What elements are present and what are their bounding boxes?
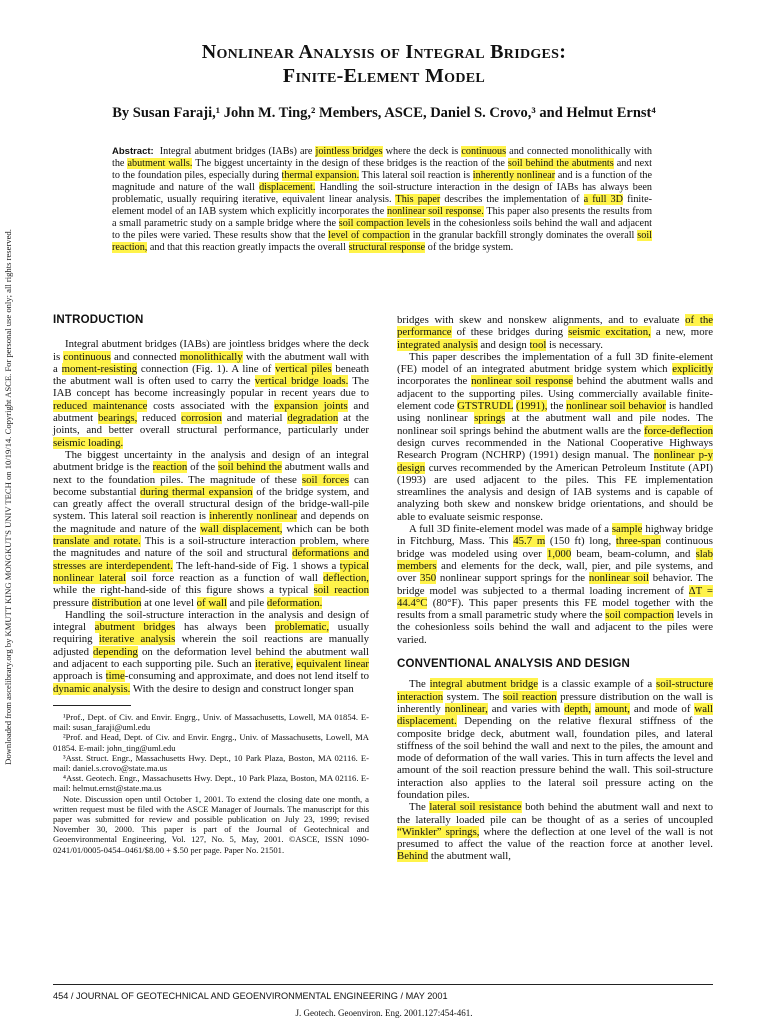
conv-paragraph-2: The lateral soil resistance both behind the abutment wall and next to the laterally loaded pile can be thought of as a series of uncoupled “Winkler” springs, where the deflection at one level of the wall is not presumed to affect the value of the reaction force at another level. Behind the abutment wall, <box>397 801 713 863</box>
highlighted-phrase: seismic excitation, <box>568 326 651 339</box>
highlighted-phrase: continuous <box>461 146 507 157</box>
right-column <box>397 314 713 863</box>
title-line-2: Finite-Element Model <box>282 65 486 87</box>
highlighted-phrase: integral abutment bridge <box>429 678 539 691</box>
highlighted-phrase: degradation <box>287 412 339 425</box>
highlighted-phrase: nonlinear soil behavior <box>566 400 667 413</box>
highlighted-phrase: soil reaction <box>502 690 557 703</box>
right-paragraph-2: This paper describes the implementation of a full 3D finite-element (FE) model of an integrated abutment bridge system which explicitly incorporates the nonlinear soil response behind the abutment walls and adjacent to the supporting piles. Using commercially available finite-element code GTSTRUDL (1991), the nonlinear soil behavior is handled using nonlinear springs at the abutment wall and pile nodes. The nonlinear soil springs behind the abutment walls are the force-deflection design curves recommended in the National Cooperative Highways Research Program (NCHRP) (1991) design manual. The nonlinear p-y design curves recommended by the American Petroleum Institute (API) (1993) are used adjacent to the piles. This FE implementation streamlines the analysis and design of IAB systems and is capable of analyzing both skew and nonskew bridge orientations, and should be able to evaluate seismic response. <box>397 350 714 523</box>
highlighted-phrase: soil behind the abutments <box>507 158 614 169</box>
highlighted-phrase: corrosion <box>181 412 222 425</box>
highlighted-phrase: iterative analysis <box>98 633 176 646</box>
highlighted-phrase: lateral soil resistance <box>429 801 522 814</box>
highlighted-phrase: ΔT = 44.4°C <box>397 584 713 609</box>
highlighted-phrase: continuous <box>63 350 111 363</box>
highlighted-phrase: a full 3D <box>583 194 623 205</box>
abstract-body: Integral abutment bridges (IABs) are jointless bridges where the deck is continuous and connected monolithically with the abutment walls. The biggest uncertainty in the design of these bridges is the reaction of the soil behind the abutments and next to the foundation piles, especially during thermal expansion. This lateral soil reaction is inherently nonlinear and is a function of the magnitude and nature of the wall displacement. Handling the soil-structure interaction in the design of IABs has always been problematic, usually requiring iterative, equivalent linear analysis. This paper describes the implementation of a full 3D finite-element model of an IAB system which explicitly incorporates the nonlinear soil response. This paper also presents the results from a small parametric study on a sample bridge where the soil compaction levels in the cohesionless soils behind the wall and adjacent to the piles were varied. These results show that the level of compaction in the granular backfill strongly dominates the overall soil reaction, and that this reaction greatly impacts the overall structural response of the bridge system. <box>112 146 653 253</box>
intro-paragraph-1: Integral abutment bridges (IABs) are jointless bridges where the deck is continuous and connected monolithically with the abutment wall with a moment-resisting connection (Fig. 1). A line of vertical piles beneath the abutment wall is often used to carry the vertical bridge loads. The IAB concept has become increasingly popular in recent years due to reduced maintenance costs associated with the expansion joints and abutment bearings, reduced corrosion and material degradation at the joints, and better overall structural performance, particularly under seismic loading. <box>53 338 370 449</box>
highlighted-phrase: soil forces <box>301 473 349 486</box>
highlighted-phrase: amount, <box>594 702 630 715</box>
highlighted-phrase: inherently nonlinear <box>472 170 556 181</box>
highlighted-phrase: during thermal expansion <box>140 485 253 498</box>
highlighted-phrase: (1991), <box>515 400 548 413</box>
highlighted-phrase: tool <box>529 338 547 351</box>
citation-line: J. Geotech. Geoenviron. Eng. 2001.127:454-461. <box>295 1008 473 1018</box>
highlighted-phrase: integrated analysis <box>397 338 478 351</box>
footnote-2: ²Prof. and Head, Dept. of Civ. and Envir. Engrg., Univ. of Massachusetts, Lowell, MA 01854. E-mail: john_ting@uml.edu <box>53 732 369 753</box>
highlighted-phrase: soil reaction <box>313 584 369 597</box>
highlighted-phrase: reaction <box>152 461 188 474</box>
footnote-note: Note. Discussion open until October 1, 2001. To extend the closing date one month, a written request must be filed with the ASCE Manager of Journals. The manuscript for this paper was submitted for review and possible publication on July 23, 1999; revised November 30, 2000. This paper is part of the Journal of Geotechnical and Geoenvironmental Engineering, Vol. 127, No. 5, May, 2001. ©ASCE, ISSN 1090-0241/01/0005-0454–0461/$8.00 + $.50 per page. Paper No. 21501. <box>53 793 369 855</box>
highlighted-phrase: thermal expansion. <box>281 170 360 181</box>
intro-paragraph-2: The biggest uncertainty in the analysis and design of an integral abutment bridge is the reaction of the soil behind the abutment walls and next to the foundation piles. The magnitude of these soil forces can become substantial during thermal expansion of the bridge system, and can greatly affect the overall structural design of the bridge-wall-pile system. This lateral soil reaction is inherently nonlinear and depends on the magnitude and nature of the wall displacement, which can be both translate and rotate. This is a soil-structure interaction problem, where the magnitudes and nature of the soil and structural deformations and stresses are interdependent. The left-hand-side of Fig. 1 shows a typical nonlinear lateral soil force reaction as a function of wall deflection, while the right-hand-side of this figure shows a typical soil reaction pressure distribution at one level of wall and pile deformation. <box>53 448 370 609</box>
highlighted-phrase: reduced maintenance <box>53 399 148 412</box>
highlighted-phrase: problematic, <box>274 621 330 634</box>
highlighted-phrase: jointless bridges <box>315 146 383 157</box>
footnote-1: ¹Prof., Dept. of Civ. and Envir. Engrg., Univ. of Massachusetts, Lowell, MA 01854. E-mail: susan_faraji@uml.edu <box>53 711 369 733</box>
highlighted-phrase: soil reaction, <box>112 230 653 253</box>
highlighted-phrase: nonlinear soil <box>588 572 649 585</box>
highlighted-phrase: typical nonlinear lateral <box>53 559 369 584</box>
highlighted-phrase: of the performance <box>397 314 714 339</box>
right-paragraph-1: bridges with skew and nonskew alignments, and to evaluate of the performance of these bridges during seismic excitation, a new, more integrated analysis and design tool is necessary. <box>397 314 714 351</box>
highlighted-phrase: bearings, <box>98 412 138 425</box>
highlighted-phrase: vertical piles <box>275 362 332 375</box>
highlighted-phrase: time <box>105 670 125 683</box>
highlighted-phrase: sample <box>611 523 643 536</box>
highlighted-phrase: explicitly <box>672 363 713 376</box>
highlighted-phrase: inherently nonlinear <box>209 510 298 523</box>
paper-title <box>0 40 768 88</box>
introduction-heading: INTRODUCTION <box>53 314 144 326</box>
highlighted-phrase: depth, <box>564 702 591 715</box>
highlighted-phrase: nonlinear soil response. <box>386 206 484 217</box>
highlighted-phrase: deformations and stresses are interdependent. <box>53 547 369 572</box>
highlighted-phrase: 45.7 m <box>513 535 546 548</box>
highlighted-phrase: dynamic analysis. <box>53 682 131 695</box>
abstract <box>112 146 652 254</box>
highlighted-phrase: deflection, <box>323 571 369 584</box>
highlighted-phrase: This paper <box>395 194 441 205</box>
highlighted-phrase: three-span <box>615 535 661 548</box>
highlighted-phrase: distribution <box>91 596 142 609</box>
highlighted-phrase: displacement. <box>259 182 316 193</box>
highlighted-phrase: abutment bridges <box>94 621 176 634</box>
highlighted-phrase: 350 <box>419 572 437 585</box>
highlighted-phrase: nonlinear, <box>444 702 488 715</box>
title-line-1: Nonlinear Analysis of Integral Bridges: <box>201 41 567 63</box>
conventional-analysis-heading: CONVENTIONAL ANALYSIS AND DESIGN <box>397 658 631 671</box>
highlighted-phrase: vertical bridge loads. <box>254 375 349 388</box>
page-footer: 454 / JOURNAL OF GEOTECHNICAL AND GEOENVIRONMENTAL ENGINEERING / MAY 2001 <box>53 984 713 1001</box>
highlighted-phrase: translate and rotate. <box>53 535 141 548</box>
highlighted-phrase: seismic loading. <box>53 436 124 449</box>
highlighted-phrase: wall displacement. <box>397 702 713 728</box>
footnote-4: ⁴Asst. Geotech. Engr., Massachusetts Hwy. Dept., 10 Park Plaza, Boston, MA 02116. E-mail: helmut.ernst@state.ma.us <box>53 773 369 794</box>
highlighted-phrase: wall displacement, <box>200 522 283 535</box>
download-notice: Downloaded from ascelibrary.org by KMUTT KING MONGKUT'S UNIV TECH on 10/19/14. Copyright ASCE. For personal use only; all rights reserved. <box>3 229 13 765</box>
conv-paragraph-1: The integral abutment bridge is a classic example of a soil-structure interaction system. The soil reaction pressure distribution on the wall is inherently nonlinear, and varies with depth, amount, and mode of wall displacement. Depending on the relative flexural stiffness of the composite bridge deck, abutment wall, foundation piles, and lateral stiffness of the soil behind the wall and next to the piles, the amount and mode of deformation of the wall varies. This in turn affects the level and amount of the soil reaction pressure behind the wall. This soil-structure interaction also applies to the lateral soil pressure acting on the foundation piles. <box>397 678 713 801</box>
highlighted-phrase: slab members <box>397 547 713 572</box>
highlighted-phrase: nonlinear soil response <box>471 375 573 388</box>
highlighted-phrase: equivalent linear <box>296 658 370 671</box>
highlighted-phrase: “Winkler” springs, <box>397 825 480 838</box>
highlighted-phrase: abutment walls. <box>127 158 193 169</box>
highlighted-phrase: soil compaction levels <box>338 218 431 229</box>
footnote-3: ³Asst. Struct. Engr., Massachusetts Hwy. Dept., 10 Park Plaza, Boston, MA 02116. E-mail: daniel.s.crovo@state.ma.us <box>53 752 369 773</box>
highlighted-phrase: depending <box>92 645 138 658</box>
footnote-rule <box>53 705 131 706</box>
highlighted-phrase: level of compaction <box>328 230 410 241</box>
highlighted-phrase: moment-resisting <box>61 362 138 375</box>
highlighted-phrase: structural response <box>348 242 426 253</box>
intro-paragraph-3: Handling the soil-structure interaction in the analysis and design of integral abutment bridges has always been problematic, usually requiring iterative analysis wherein the soil reactions are manually adjusted depending on the deformation level behind the abutment wall and adjacent to each supporting pile. Such an iterative, equivalent linear approach is time-consuming and approximate, and does not lend itself to dynamic analysis. With the desire to design and construct longer span <box>53 608 370 695</box>
highlighted-phrase: springs <box>474 412 506 425</box>
highlighted-phrase: soil compaction <box>605 609 674 622</box>
highlighted-phrase: soil-structure interaction <box>397 678 713 703</box>
highlighted-phrase: iterative, <box>255 658 294 671</box>
highlighted-phrase: nonlinear p-y design <box>397 449 713 474</box>
highlighted-phrase: deformation. <box>266 596 323 609</box>
highlighted-phrase: 1,000 <box>546 547 572 560</box>
highlighted-phrase: GTSTRUDL <box>457 400 514 413</box>
left-column <box>53 314 369 855</box>
highlighted-phrase: monolithically <box>179 350 243 363</box>
highlighted-phrase: force-deflection <box>644 424 713 437</box>
highlighted-phrase: of wall <box>196 596 227 609</box>
highlighted-phrase: Behind <box>397 850 429 863</box>
highlighted-phrase: expansion joints <box>274 399 348 412</box>
highlighted-phrase: soil behind the <box>218 461 282 474</box>
author-line: By Susan Faraji,¹ John M. Ting,² Members, ASCE, Daniel S. Crovo,³ and Helmut Ernst⁴ <box>112 105 656 121</box>
abstract-label: Abstract: <box>112 146 154 157</box>
right-paragraph-3: A full 3D finite-element model was made of a sample highway bridge in Fitchburg, Mass. This 45.7 m (150 ft) long, three-span continuous bridge was modeled using over 1,000 beam, beam-column, and slab members and elements for the deck, wall, pier, and pile systems, and over 350 nonlinear support springs for the nonlinear soil behavior. The bridge model was subjected to a thermal loading increment of ΔT = 44.4°C (80°F). This paper presents this FE model together with the results from a small parametric study where the soil compaction levels in the cohesionless soils behind the wall and adjacent to the piles were varied. <box>397 523 713 646</box>
